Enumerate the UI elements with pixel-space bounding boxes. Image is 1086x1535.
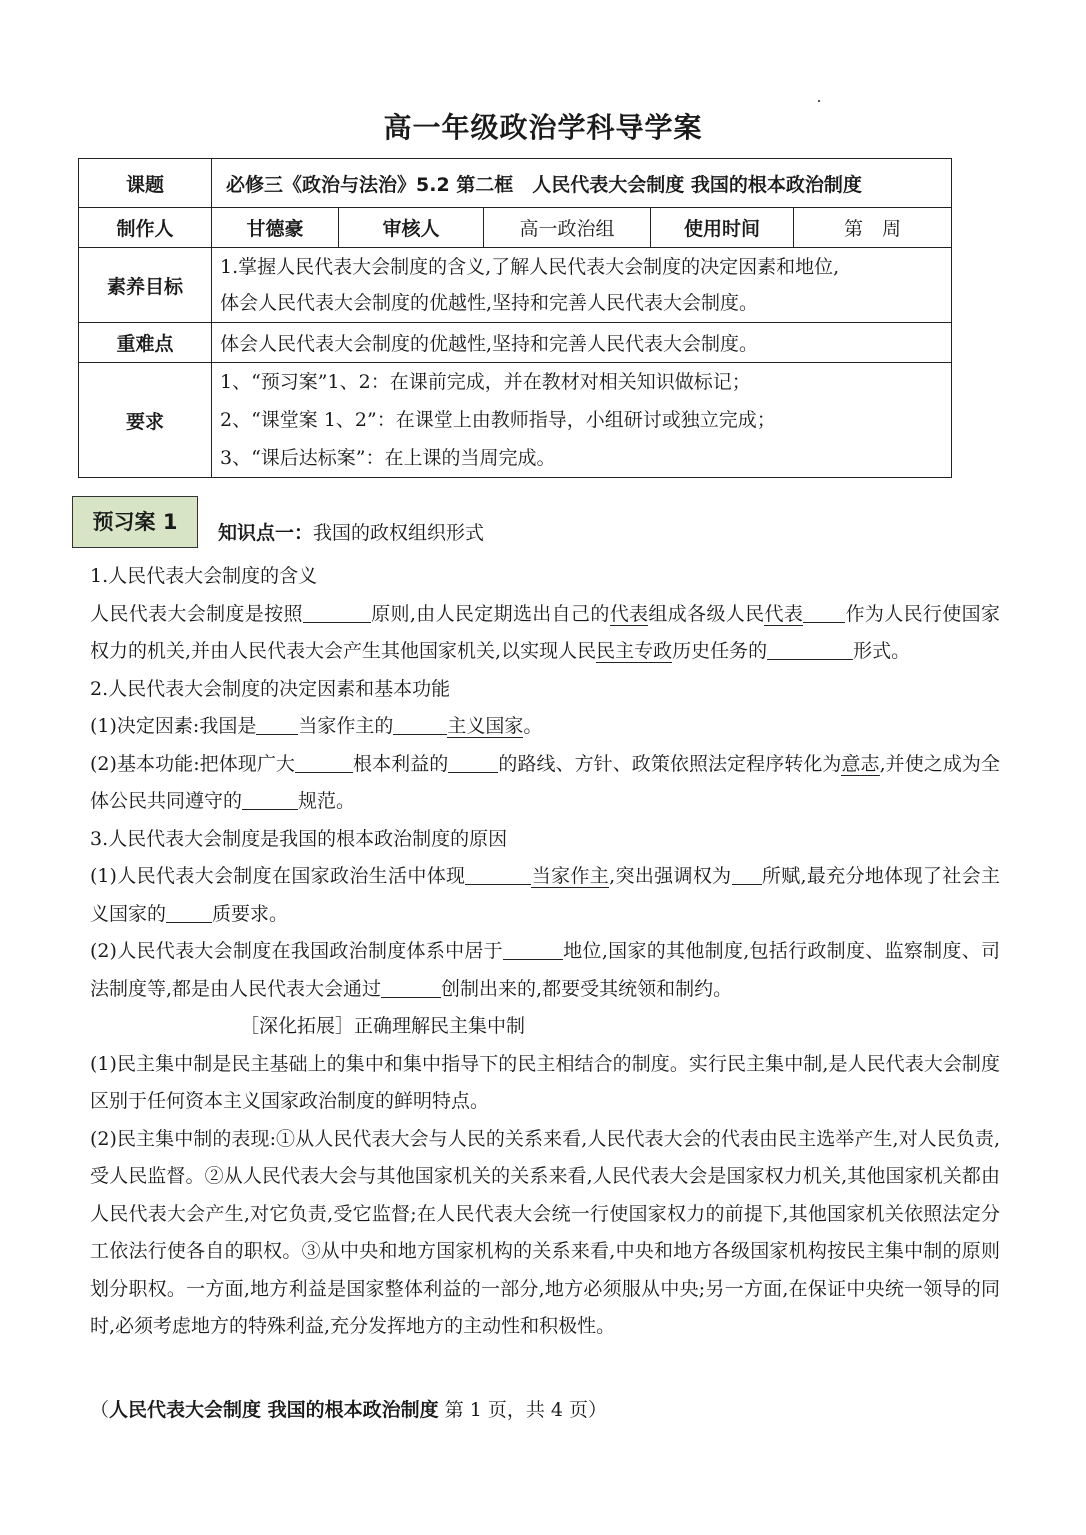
paragraph-3: (2)基本功能:把体现广大 根本利益的 的路线、方针、政策依照法定程序转化为意志,并使之成为全体公民共同遵守的 规范。 [90,746,1000,821]
content-body [90,558,1000,1346]
knowledge-point-text: 我国的政权组织形式 [313,522,485,544]
paragraph-7: (2)民主集中制的表现:①从人民代表大会与人民的关系来看,人民代表大会的代表由民主选举产生,对人民负责,受人民监督。②从人民代表大会与其他国家机关的关系来看,人民代表大会是国家权力机关,其他国家机关都由人民代表大会产生,对它负责,受它监督;在人民代表大会统一行使国家权力的前提下,其他国家机关依照法定分工依法行使各自的职权。③从中央和地方国家机构的关系来看,中央和地方各级国家机构按民主集中制的原则划分职权。一方面,地方利益是国家整体利益的一部分,地方必须服从中央;另一方面,在保证中央统一领导的同时,必须考虑地方的特殊利益,充分发挥地方的主动性和积极性。 [90,1127,1000,1337]
fill-blank[interactable] [256,710,298,735]
goal-label: 素养目标 [79,248,212,323]
info-table [78,158,952,478]
paragraph-2: (1)决定因素:我国是 当家作主的 主义国家。 [90,708,1000,746]
fill-blank[interactable] [448,748,498,773]
author-label: 制作人 [79,208,212,248]
reviewer-label: 审核人 [339,208,484,248]
page-title: 高一年级政治学科导学案 [383,111,703,144]
footer-title: 人民代表大会制度 我国的根本政治制度 [109,1399,439,1421]
req-value [212,363,952,478]
scan-dot [818,100,820,102]
topic-value: 必修三《政治与法治》5.2 第二框 人民代表大会制度 我国的根本政治制度 [212,159,952,208]
row-req [79,363,952,478]
paragraph-1: 人民代表大会制度是按照 原则,由人民定期选出自己的代表组成各级人民代表 作为人民行使国家权力的机关,并由人民代表大会产生其他国家机关,以实现人民民主专政历史任务的 形式。 [90,596,1000,671]
req-label: 要求 [79,363,212,478]
fill-blank[interactable] [803,598,845,623]
heading-3: 3.人民代表大会制度是我国的根本政治制度的原因 [90,827,508,850]
paragraph-5: (2)人民代表大会制度在我国政治制度体系中居于 地位,国家的其他制度,包括行政制度、监察制度、司法制度等,都是由人民代表大会通过 创制出来的,都要受其统领和制约。 [90,933,1000,1008]
page-footer: （人民代表大会制度 我国的根本政治制度 第 1 页，共 4 页） [90,1399,608,1421]
row-goal [79,248,952,323]
fill-blank[interactable] [732,860,762,885]
req-line-3: 3、“课后达标案”：在上课的当周完成。 [220,447,556,469]
section-tag: 预习案 1 [72,496,198,548]
reviewer-value: 高一政治组 [484,208,651,248]
fill-blank[interactable] [295,748,353,773]
time-label: 使用时间 [651,208,794,248]
footer-page: 第 1 页，共 4 页） [438,1399,608,1421]
paragraph-4: (1)人民代表大会制度在国家政治生活中体现 当家作主,突出强调权为 所赋,最充分地体现了社会主义国家的 质要求。 [90,858,1000,933]
fill-blank[interactable] [166,898,212,923]
author-value: 甘德豪 [212,208,339,248]
row-topic [79,159,952,208]
topic-label: 课题 [79,159,212,208]
fill-blank[interactable] [465,860,531,885]
fill-blank[interactable] [393,710,447,735]
req-line-1: 1、“预习案”1、2：在课前完成，并在教材对相关知识做标记； [220,371,751,393]
knowledge-point-label: 知识点一： [218,522,314,544]
paragraph-6: (1)民主集中制是民主基础上的集中和集中指导下的民主相结合的制度。实行民主集中制,是人民代表大会制度区别于任何资本主义国家政治制度的鲜明特点。 [90,1052,1000,1112]
req-line-2: 2、“课堂案 1、2”：在课堂上由教师指导，小组研讨或独立完成； [220,409,776,431]
key-label: 重难点 [79,323,212,363]
goal-value [212,248,952,323]
fill-blank[interactable] [381,973,441,998]
extension-title: ［深化拓展］正确理解民主集中制 [240,1015,526,1037]
fill-blank[interactable] [767,635,853,660]
fill-blank[interactable] [303,598,371,623]
fill-blank[interactable] [503,935,563,960]
heading-1: 1.人民代表大会制度的含义 [90,565,318,587]
goal-line-2: 体会人民代表大会制度的优越性,坚持和完善人民代表大会制度。 [220,292,759,314]
time-value: 第 周 [794,208,952,248]
fill-blank[interactable] [242,785,298,810]
row-author [79,208,952,248]
goal-line-1: 1.掌握人民代表大会制度的含义,了解人民代表大会制度的决定因素和地位, [220,256,840,278]
key-value: 体会人民代表大会制度的优越性,坚持和完善人民代表大会制度。 [212,323,952,363]
heading-2: 2.人民代表大会制度的决定因素和基本功能 [90,677,451,700]
row-key [79,323,952,363]
knowledge-point [218,518,484,545]
